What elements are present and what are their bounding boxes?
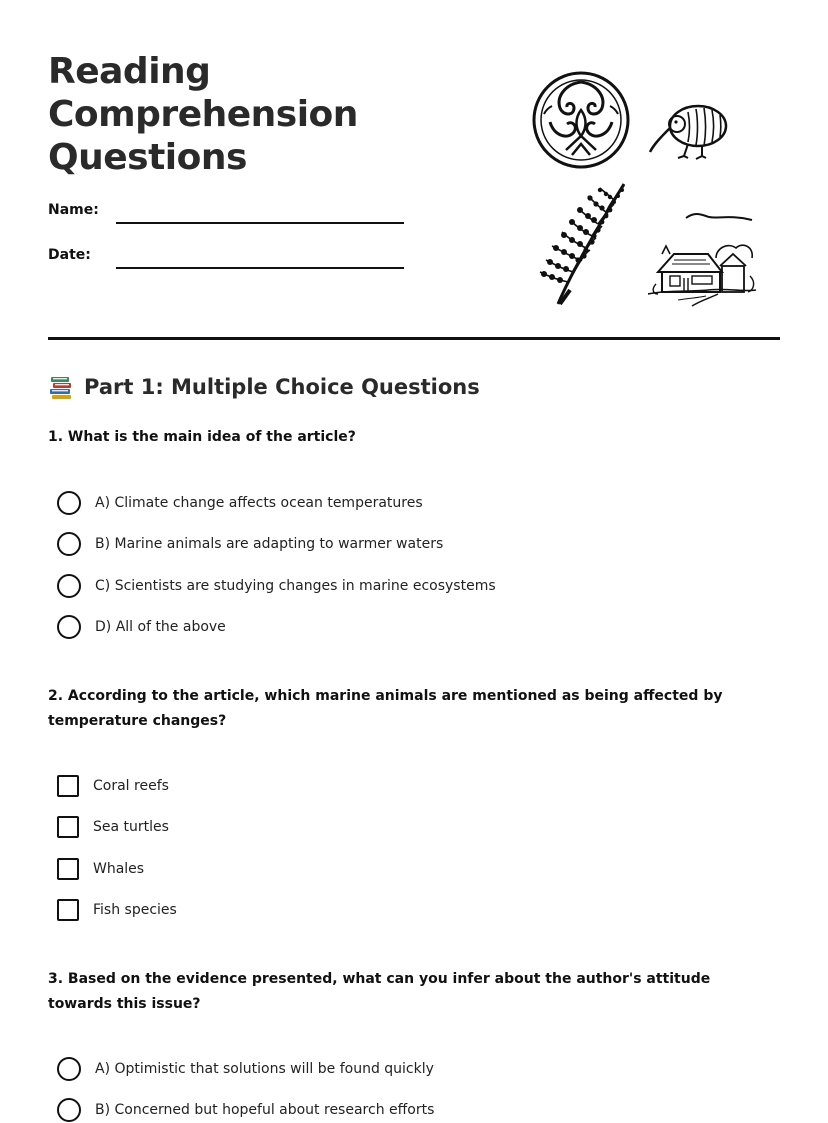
part1-heading-text: Part 1: Multiple Choice Questions	[84, 375, 480, 399]
option-label: C) Scientists are studying changes in marine ecosystems	[95, 578, 496, 594]
radio-button[interactable]	[57, 532, 81, 556]
question-2: 2. According to the article, which marine animals are mentioned as being affected by temperature changes?	[48, 688, 723, 729]
question-1: 1. What is the main idea of the article?	[48, 429, 356, 445]
title-line: Comprehension	[48, 94, 358, 135]
koru-medallion-icon	[530, 70, 632, 170]
option-label: Sea turtles	[93, 819, 169, 835]
title-line: Questions	[48, 137, 247, 178]
title-line: Reading	[48, 51, 211, 92]
section-divider	[48, 337, 780, 340]
radio-button[interactable]	[57, 1057, 81, 1081]
page-title	[48, 50, 358, 179]
name-field[interactable]	[116, 222, 404, 224]
checkbox[interactable]	[57, 858, 79, 880]
q2-option-sea-turtles[interactable]	[57, 814, 169, 840]
part1-heading	[48, 374, 480, 400]
option-label: B) Marine animals are adapting to warmer waters	[95, 536, 444, 552]
option-label: Fish species	[93, 902, 177, 918]
option-label: Whales	[93, 861, 145, 877]
radio-button[interactable]	[57, 491, 81, 515]
radio-button[interactable]	[57, 1098, 81, 1122]
q2-option-fish-species[interactable]	[57, 897, 177, 923]
question-3: 3. Based on the evidence presented, what can you infer about the author's attitude towards this issue?	[48, 971, 711, 1012]
date-label: Date:	[48, 247, 91, 263]
option-label: A) Climate change affects ocean temperatures	[95, 495, 423, 511]
checkbox[interactable]	[57, 775, 79, 797]
country-house-icon	[648, 206, 758, 310]
date-field[interactable]	[116, 267, 404, 269]
q1-option-a[interactable]	[57, 490, 423, 516]
q3-option-a[interactable]	[57, 1056, 434, 1082]
kiwi-bird-icon	[648, 100, 730, 162]
q1-option-b[interactable]	[57, 531, 443, 557]
q1-option-c[interactable]	[57, 573, 496, 599]
q1-option-d[interactable]	[57, 614, 226, 640]
q3-option-b[interactable]	[57, 1097, 434, 1123]
q2-option-whales[interactable]	[57, 856, 144, 882]
option-label: A) Optimistic that solutions will be found quickly	[95, 1061, 434, 1077]
option-label: D) All of the above	[95, 619, 226, 635]
name-label: Name:	[48, 202, 99, 218]
books-icon	[48, 374, 74, 400]
radio-button[interactable]	[57, 615, 81, 639]
checkbox[interactable]	[57, 816, 79, 838]
radio-button[interactable]	[57, 574, 81, 598]
fern-frond-icon	[536, 180, 632, 308]
checkbox[interactable]	[57, 899, 79, 921]
option-label: Coral reefs	[93, 778, 169, 794]
q2-option-coral-reefs[interactable]	[57, 773, 169, 799]
option-label: B) Concerned but hopeful about research efforts	[95, 1102, 435, 1118]
